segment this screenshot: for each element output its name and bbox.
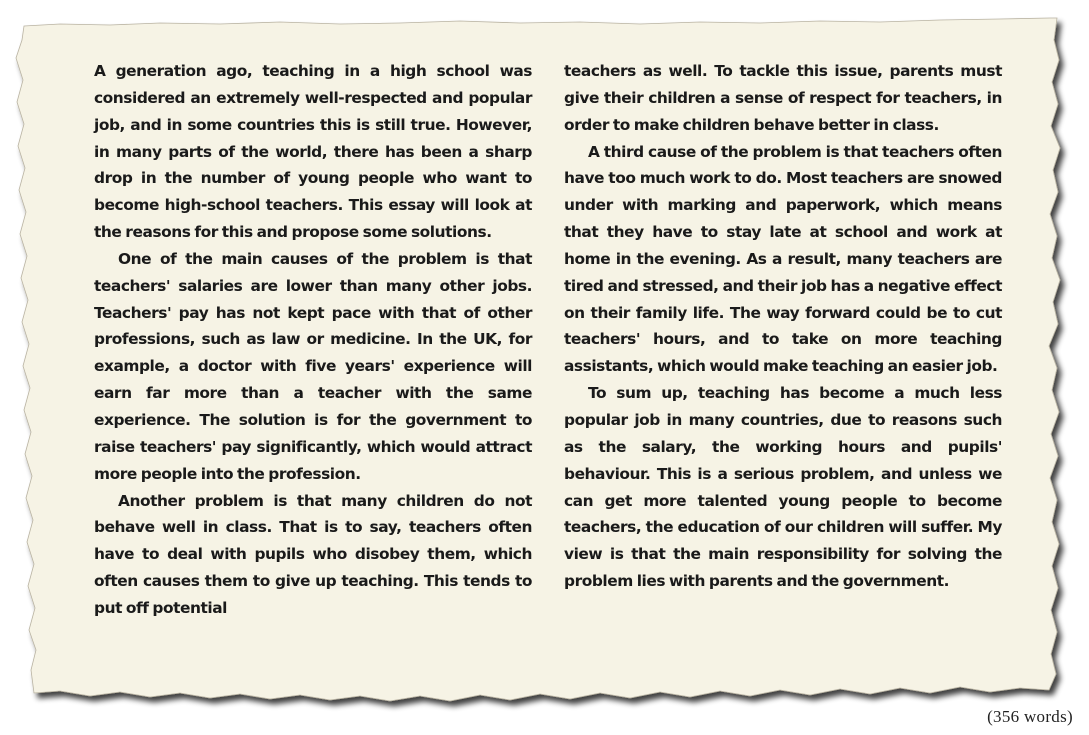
paragraph-salary: One of the main causes of the problem is that teachers' salaries are lower than many other jobs. Teachers' pay has not kept pace with that of other professions, such as law or medicine. In the UK, for example, a doctor with five years' experience will earn far more than a teacher with the same experience. The solution is for the government to raise teachers' pay significantly, which would attract more people into the profession. <box>94 249 532 483</box>
paragraph-introduction: A generation ago, teaching in a high school was considered an extremely well-respected and popular job, and in some countries this is still true. However, in many parts of the world, there has been a sharp drop in the number of young people who want to become high-school teachers. This essay will look at the reasons for this and propose some solutions. <box>94 62 532 242</box>
essay-columns <box>94 58 1006 648</box>
paragraph-workload: A third cause of the problem is that teachers often have too much work to do. Most teachers are snowed under with marking and paperwork, which means that they have to stay late at school and work at home in the evening. As a result, many teachers are tired and stressed, and their job has a negative effect on their family life. The way forward could be to cut teachers' hours, and to take on more teaching assistants, which would make teaching an easier job. <box>564 142 1002 376</box>
word-count: (356 words) <box>987 707 1073 726</box>
essay-left-column <box>94 58 532 622</box>
paragraph-behaviour: Another problem is that many children do not behave well in class. That is to say, teachers often have to deal with pupils who disobey them, which often causes them to give up teaching. This tends to put off potential <box>94 491 532 617</box>
paragraph-behaviour-continued: teachers as well. To tackle this issue, parents must give their children a sense of respect for teachers, in order to make children behave better in class. <box>564 62 1002 134</box>
essay-right-column <box>564 58 1002 595</box>
paragraph-conclusion: To sum up, teaching has become a much less popular job in many countries, due to reasons such as the salary, the working hours and pupils' behaviour. This is a serious problem, and unless we can get more talented young people to become teachers, the education of our children will suffer. My view is that the main responsibility for solving the problem lies with parents and the government. <box>564 384 1002 591</box>
